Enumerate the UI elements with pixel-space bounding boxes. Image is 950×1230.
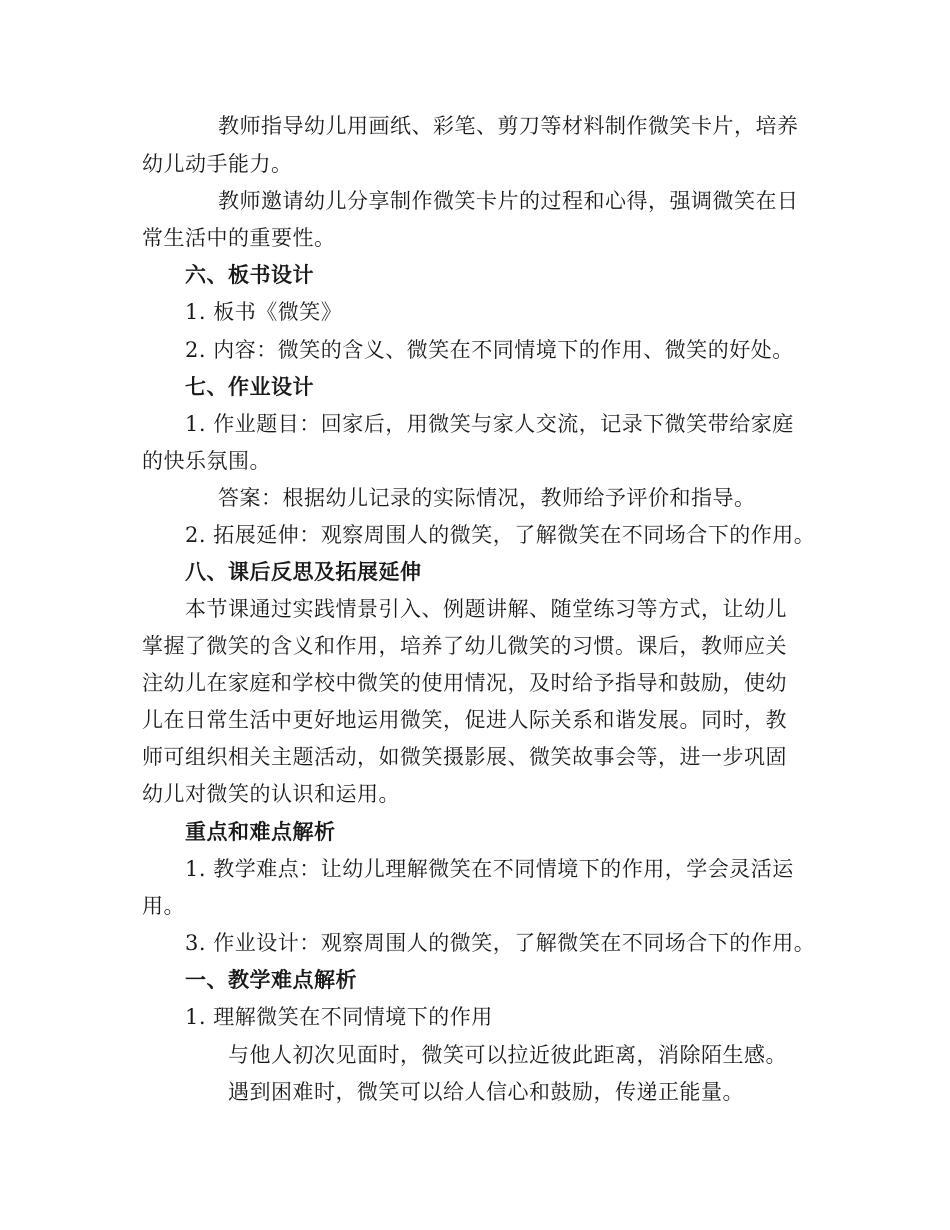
text-line: 教师指导幼儿用画纸、彩笔、剪刀等材料制作微笑卡片，培养 <box>218 114 799 138</box>
section-heading: 七、作业设计 <box>185 374 314 399</box>
text-line: 用。 <box>142 894 185 918</box>
text-line: 遇到困难时，微笑可以给人信心和鼓励，传递正能量。 <box>228 1080 744 1104</box>
list-item: 1. 教学难点：让幼儿理解微笑在不同情境下的作用，学会灵活运 <box>185 857 794 881</box>
text-line: 教师邀请幼儿分享制作微笑卡片的过程和心得，强调微笑在日 <box>218 189 799 213</box>
text-line: 注幼儿在家庭和学校中微笑的使用情况，及时给予指导和鼓励，使幼 <box>142 671 787 695</box>
list-item: 2. 内容：微笑的含义、微笑在不同情境下的作用、微笑的好处。 <box>185 338 794 362</box>
text-line: 的快乐氛围。 <box>142 449 271 473</box>
list-item: 1. 作业题目：回家后，用微笑与家人交流，记录下微笑带给家庭 <box>185 412 794 436</box>
section-heading: 八、课后反思及拓展延伸 <box>185 559 422 584</box>
text-line: 幼儿对微笑的认识和运用。 <box>142 782 400 806</box>
text-line: 本节课通过实践情景引入、例题讲解、随堂练习等方式，让幼儿 <box>185 597 787 621</box>
section-heading: 重点和难点解析 <box>185 819 336 844</box>
answer-line: 答案：根据幼儿记录的实际情况，教师给予评价和指导。 <box>218 486 756 510</box>
text-line: 与他人初次见面时，微笑可以拉近彼此距离，消除陌生感。 <box>228 1043 787 1067</box>
text-line: 幼儿动手能力。 <box>142 152 293 176</box>
list-item: 3. 作业设计：观察周围人的微笑，了解微笑在不同场合下的作用。 <box>185 931 816 955</box>
list-item: 1. 理解微笑在不同情境下的作用 <box>185 1005 493 1029</box>
list-item: 1. 板书《微笑》 <box>185 300 343 324</box>
text-line: 掌握了微笑的含义和作用，培养了幼儿微笑的习惯。课后，教师应关 <box>142 634 787 658</box>
text-line: 师可组织相关主题活动，如微笑摄影展、微笑故事会等，进一步巩固 <box>142 745 787 769</box>
section-heading: 一、教学难点解析 <box>185 967 357 992</box>
list-item: 2. 拓展延伸：观察周围人的微笑，了解微笑在不同场合下的作用。 <box>185 523 816 547</box>
text-line: 儿在日常生活中更好地运用微笑，促进人际关系和谐发展。同时，教 <box>142 708 787 732</box>
text-line: 常生活中的重要性。 <box>142 226 336 250</box>
section-heading: 六、板书设计 <box>185 262 314 287</box>
